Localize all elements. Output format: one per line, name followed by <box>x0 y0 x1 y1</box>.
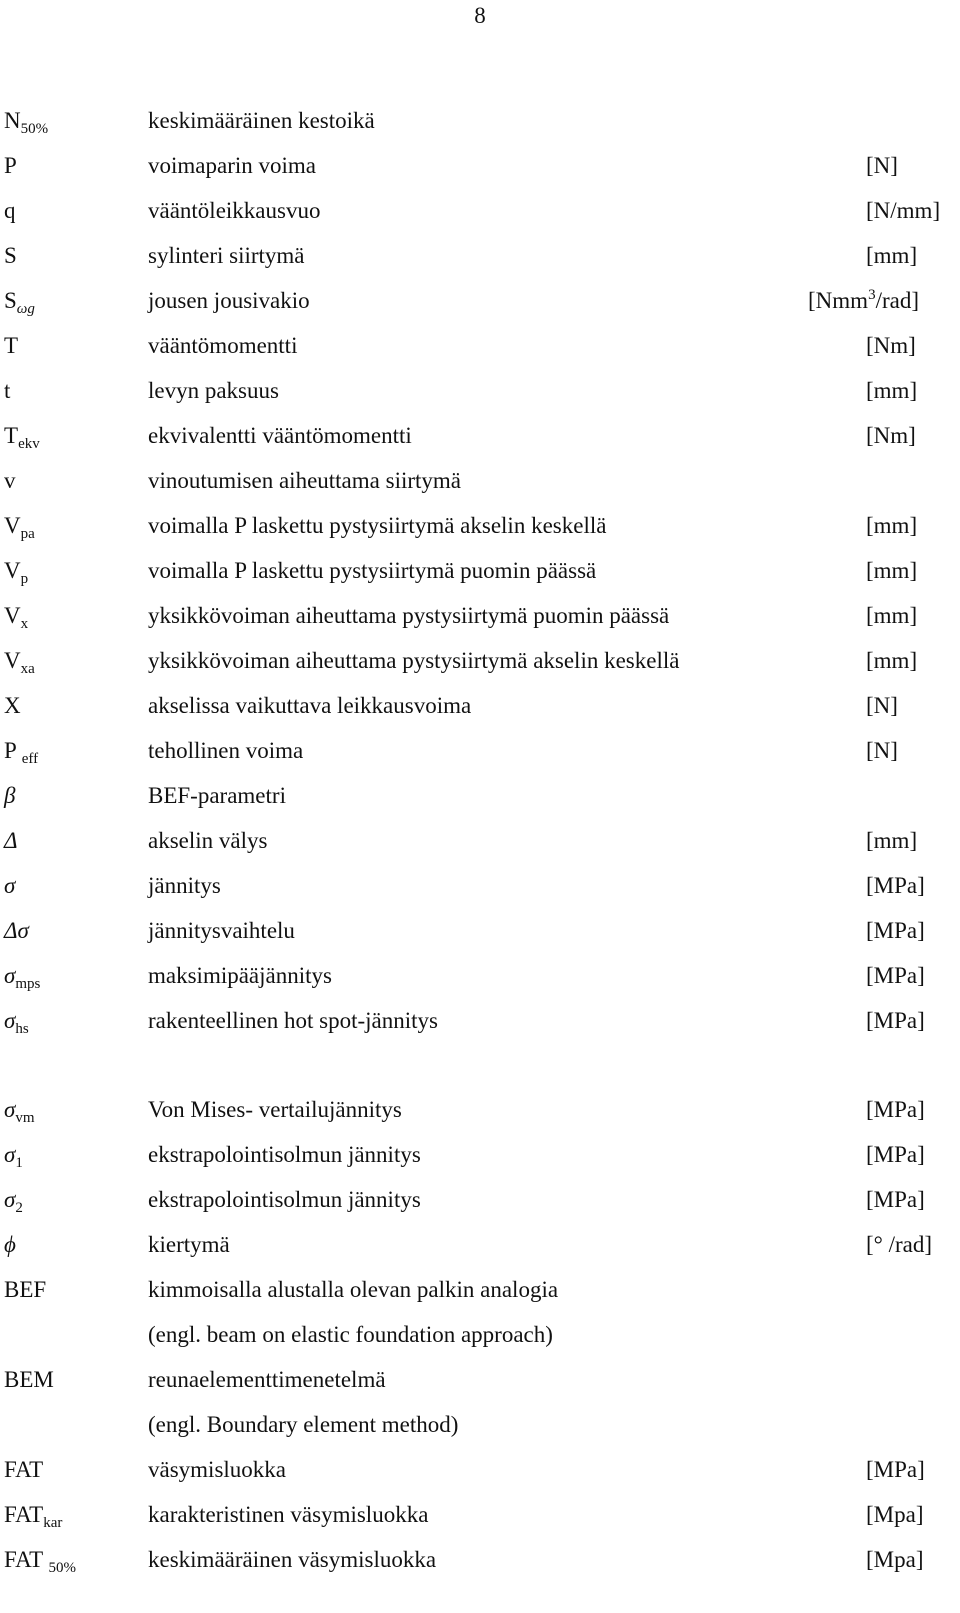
description: akselin välys <box>148 828 268 853</box>
unit: [MPa] <box>866 963 925 988</box>
list-item <box>0 556 960 586</box>
unit: [Nm] <box>866 333 916 358</box>
list-item <box>0 1320 960 1350</box>
symbol: $\sigma_{vm}$ <box>4 1097 35 1126</box>
list-item <box>0 286 960 316</box>
list-item <box>0 1230 960 1260</box>
unit: [mm] <box>866 513 918 538</box>
symbol: $\sigma_{mps}$ <box>4 963 41 992</box>
description: (engl. Boundary element method) <box>148 1412 459 1437</box>
description: voimalla P laskettu pystysiirtymä akselin keskellä <box>148 513 607 538</box>
list-item <box>0 916 960 946</box>
list-item <box>0 196 960 226</box>
list-item <box>0 466 960 496</box>
unit: [mm] <box>866 378 918 403</box>
description: jännitys <box>148 873 221 898</box>
list-item <box>0 1500 960 1530</box>
list-item <box>0 1410 960 1440</box>
unit: [MPa] <box>866 1187 925 1212</box>
symbol: T <box>4 333 19 358</box>
symbol: $\sigma_1$ <box>4 1142 23 1171</box>
symbol: $V_x$ <box>4 603 29 632</box>
unit: [mm] <box>866 558 918 583</box>
description: sylinteri siirtymä <box>148 243 305 268</box>
list-item <box>0 601 960 631</box>
unit: [MPa] <box>866 1008 925 1033</box>
list-item <box>0 1365 960 1395</box>
symbol: β <box>4 783 16 808</box>
description: yksikkövoiman aiheuttama pystysiirtymä puomin päässä <box>148 603 670 628</box>
page-number: 8 <box>474 3 486 28</box>
list-item <box>0 1006 960 1036</box>
description: reunaelementtimenetelmä <box>148 1367 386 1392</box>
description: keskimääräinen väsymisluokka <box>148 1547 437 1572</box>
list-item <box>0 241 960 271</box>
unit: [MPa] <box>866 918 925 943</box>
description: jännitysvaihtelu <box>148 918 295 943</box>
description: keskimääräinen kestoikä <box>148 108 375 133</box>
list-item <box>0 421 960 451</box>
description: vääntömomentti <box>148 333 298 358</box>
description: (engl. beam on elastic foundation approach) <box>148 1322 553 1347</box>
symbol: $V_{pa}$ <box>4 513 35 542</box>
description: tehollinen voima <box>148 738 304 763</box>
list-item <box>0 691 960 721</box>
symbol: q <box>4 198 16 223</box>
unit: [N] <box>866 153 898 178</box>
unit: [mm] <box>866 648 918 673</box>
symbol: σ <box>4 873 16 898</box>
unit: [Mpa] <box>866 1502 924 1527</box>
symbol: Δσ <box>4 918 29 943</box>
description: karakteristinen väsymisluokka <box>148 1502 429 1527</box>
unit: [° /rad] <box>866 1232 933 1257</box>
unit: [N] <box>866 738 898 763</box>
description: ekvivalentti vääntömomentti <box>148 423 412 448</box>
symbol: S <box>4 243 17 268</box>
unit: [MPa] <box>866 1142 925 1167</box>
list-item <box>0 646 960 676</box>
list-item <box>0 781 960 811</box>
symbol: Δ <box>4 828 18 853</box>
list-item <box>0 1185 960 1215</box>
list-item <box>0 826 960 856</box>
list-item <box>0 151 960 181</box>
list-item <box>0 511 960 541</box>
list-item <box>0 736 960 766</box>
description: vääntöleikkausvuo <box>148 198 321 223</box>
description: voimaparin voima <box>148 153 316 178</box>
description: BEF-parametri <box>148 783 286 808</box>
unit: [N/mm] <box>866 198 941 223</box>
symbol: $T_{ekv}$ <box>4 423 40 452</box>
description: akselissa vaikuttava leikkausvoima <box>148 693 472 718</box>
unit: [MPa] <box>866 873 925 898</box>
unit: [mm] <box>866 603 918 628</box>
description: ekstrapolointisolmun jännitys <box>148 1142 421 1167</box>
unit: [Nm] <box>866 423 916 448</box>
symbol: v <box>4 468 16 493</box>
unit: [mm] <box>866 243 918 268</box>
description: ekstrapolointisolmun jännitys <box>148 1187 421 1212</box>
symbol: P <box>4 153 17 178</box>
symbol: $V_{xa}$ <box>4 648 35 677</box>
list-item <box>0 376 960 406</box>
list-item <box>0 1545 960 1575</box>
list-item <box>0 1275 960 1305</box>
description: kiertymä <box>148 1232 230 1257</box>
list-item <box>0 871 960 901</box>
symbol: $N_{50\%}$ <box>4 108 49 137</box>
symbol: $\sigma_{hs}$ <box>4 1008 29 1037</box>
symbol: BEM <box>4 1367 54 1392</box>
symbol: ϕ <box>4 1232 16 1257</box>
symbol: $\sigma_2$ <box>4 1187 23 1216</box>
description: maksimipääjännitys <box>148 963 332 988</box>
symbol: BEF <box>4 1277 47 1302</box>
list-item <box>0 331 960 361</box>
unit: [MPa] <box>866 1457 925 1482</box>
description: kimmoisalla alustalla olevan palkin analogia <box>148 1277 559 1302</box>
description: levyn paksuus <box>148 378 279 403</box>
symbol: FAT $_{50\%}$ <box>4 1547 77 1576</box>
unit: [N] <box>866 693 898 718</box>
unit: [Nmm$^3$/rad] <box>808 287 919 313</box>
list-item <box>0 1095 960 1125</box>
list-item <box>0 961 960 991</box>
list-item <box>0 1455 960 1485</box>
list-item <box>0 106 960 136</box>
symbol: t <box>4 378 11 403</box>
description: voimalla P laskettu pystysiirtymä puomin päässä <box>148 558 597 583</box>
unit: [Mpa] <box>866 1547 924 1572</box>
symbol: P $_{eff}$ <box>4 738 39 767</box>
description: rakenteellinen hot spot-jännitys <box>148 1008 438 1033</box>
unit: [mm] <box>866 828 918 853</box>
description: jousen jousivakio <box>148 288 310 313</box>
symbol: $V_p$ <box>4 558 29 587</box>
description: väsymisluokka <box>148 1457 286 1482</box>
symbol: $S_{\omega g}$ <box>4 288 35 317</box>
list-item <box>0 1140 960 1170</box>
symbol: $FAT_{kar}$ <box>4 1502 63 1531</box>
unit: [MPa] <box>866 1097 925 1122</box>
symbol: X <box>4 693 21 718</box>
description: vinoutumisen aiheuttama siirtymä <box>148 468 461 493</box>
description: yksikkövoiman aiheuttama pystysiirtymä akselin keskellä <box>148 648 680 673</box>
description: Von Mises- vertailujännitys <box>148 1097 402 1122</box>
symbol: FAT <box>4 1457 44 1482</box>
